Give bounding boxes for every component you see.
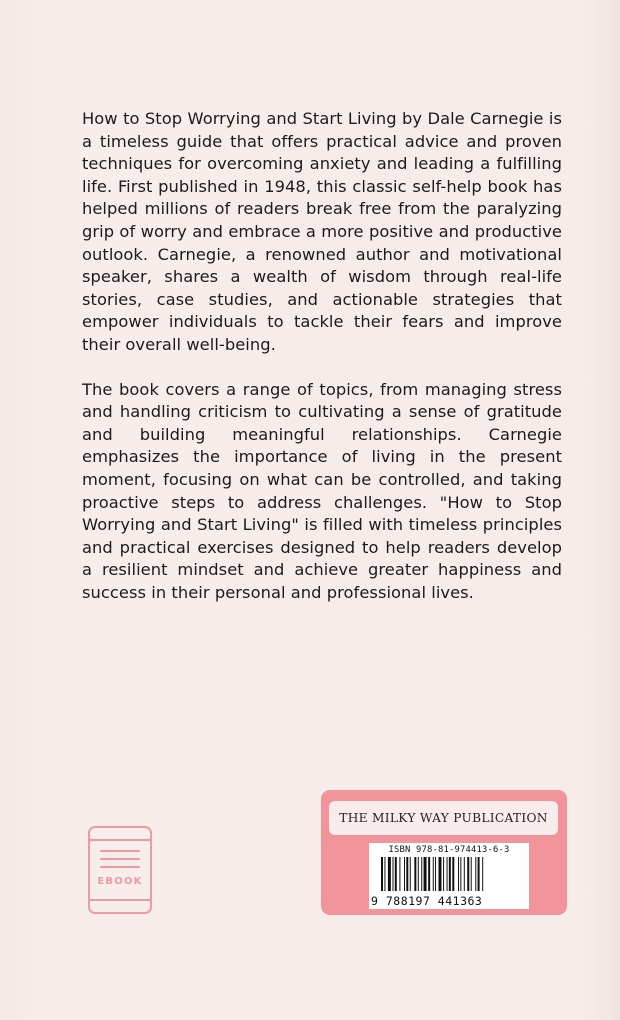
- barcode-bar: [399, 857, 400, 891]
- barcode-bar: [395, 857, 397, 891]
- isbn-number: ISBN 978-81-974413-6-3: [388, 845, 510, 855]
- barcode-bar: [421, 857, 422, 891]
- barcode-bar: [424, 857, 427, 891]
- description-paragraph-1: How to Stop Worrying and Start Living by Dale Carnegie is a timeless guide that offers practical advice and proven techniques for overcoming anxiety and leading a fulfilling life. First published in 1948, this classic self-help book has helped millions of readers break free from the paralyzing grip of worry and embrace a more positive and productive outlook. Carnegie, a renowned author and motivational speaker, shares a wealth of wisdom through real-life stories, case studies, and actionable strategies that empower individuals to tackle their fears and improve their overall well-being.: [82, 109, 562, 354]
- barcode-bar: [428, 857, 430, 891]
- book-description: [82, 108, 562, 626]
- barcode-bar: [404, 857, 405, 891]
- tablet-text-line: [100, 866, 140, 868]
- barcode-bar: [478, 857, 480, 891]
- barcode-bars: [369, 857, 529, 893]
- barcode-bar: [458, 857, 459, 891]
- barcode-bar: [388, 857, 391, 891]
- barcode-bar: [443, 857, 444, 891]
- barcode-bar: [414, 857, 416, 891]
- barcode-bar: [449, 857, 451, 891]
- barcode-bar: [452, 857, 454, 891]
- publisher-name: THE MILKY WAY PUBLICATION: [329, 801, 558, 835]
- tablet-text-line: [100, 858, 140, 860]
- barcode-bar: [460, 857, 461, 891]
- barcode-bar: [467, 857, 469, 891]
- barcode-bar: [447, 857, 448, 891]
- barcode-bar: [482, 857, 483, 891]
- isbn-barcode: [369, 843, 529, 909]
- ebook-label: EBOOK: [97, 876, 143, 887]
- tablet-text-line: [100, 850, 140, 852]
- barcode-bar: [406, 857, 408, 891]
- barcode-bar: [471, 857, 472, 891]
- tablet-bottom-bar: [90, 899, 150, 901]
- tablet-icon: [88, 826, 152, 914]
- description-paragraph-2: The book covers a range of topics, from managing stress and handling criticism to cultivating a sense of gratitude and building meaningful relationships. Carnegie emphasizes the importance of living in the present moment, focusing on what can be controlled, and taking proactive steps to address challenges. "How to Stop Worrying and Start Living" is filled with timeless principles and practical exercises designed to help readers develop a resilient mindset and achieve greater happiness and success in their personal and professional lives.: [82, 379, 562, 602]
- barcode-bar: [384, 857, 385, 891]
- barcode-bar: [464, 857, 465, 891]
- tablet-top-bar: [90, 839, 150, 841]
- barcode-bar: [393, 857, 394, 891]
- barcode-bar: [410, 857, 411, 891]
- barcode-bar: [418, 857, 419, 891]
- barcode-bar: [433, 857, 434, 891]
- publisher-panel: [321, 790, 567, 915]
- barcode-bar: [439, 857, 442, 891]
- barcode-bar: [475, 857, 476, 891]
- barcode-bar: [381, 857, 383, 891]
- barcode-digits: 9 788197 441363: [371, 894, 483, 908]
- barcode-bar: [435, 857, 436, 891]
